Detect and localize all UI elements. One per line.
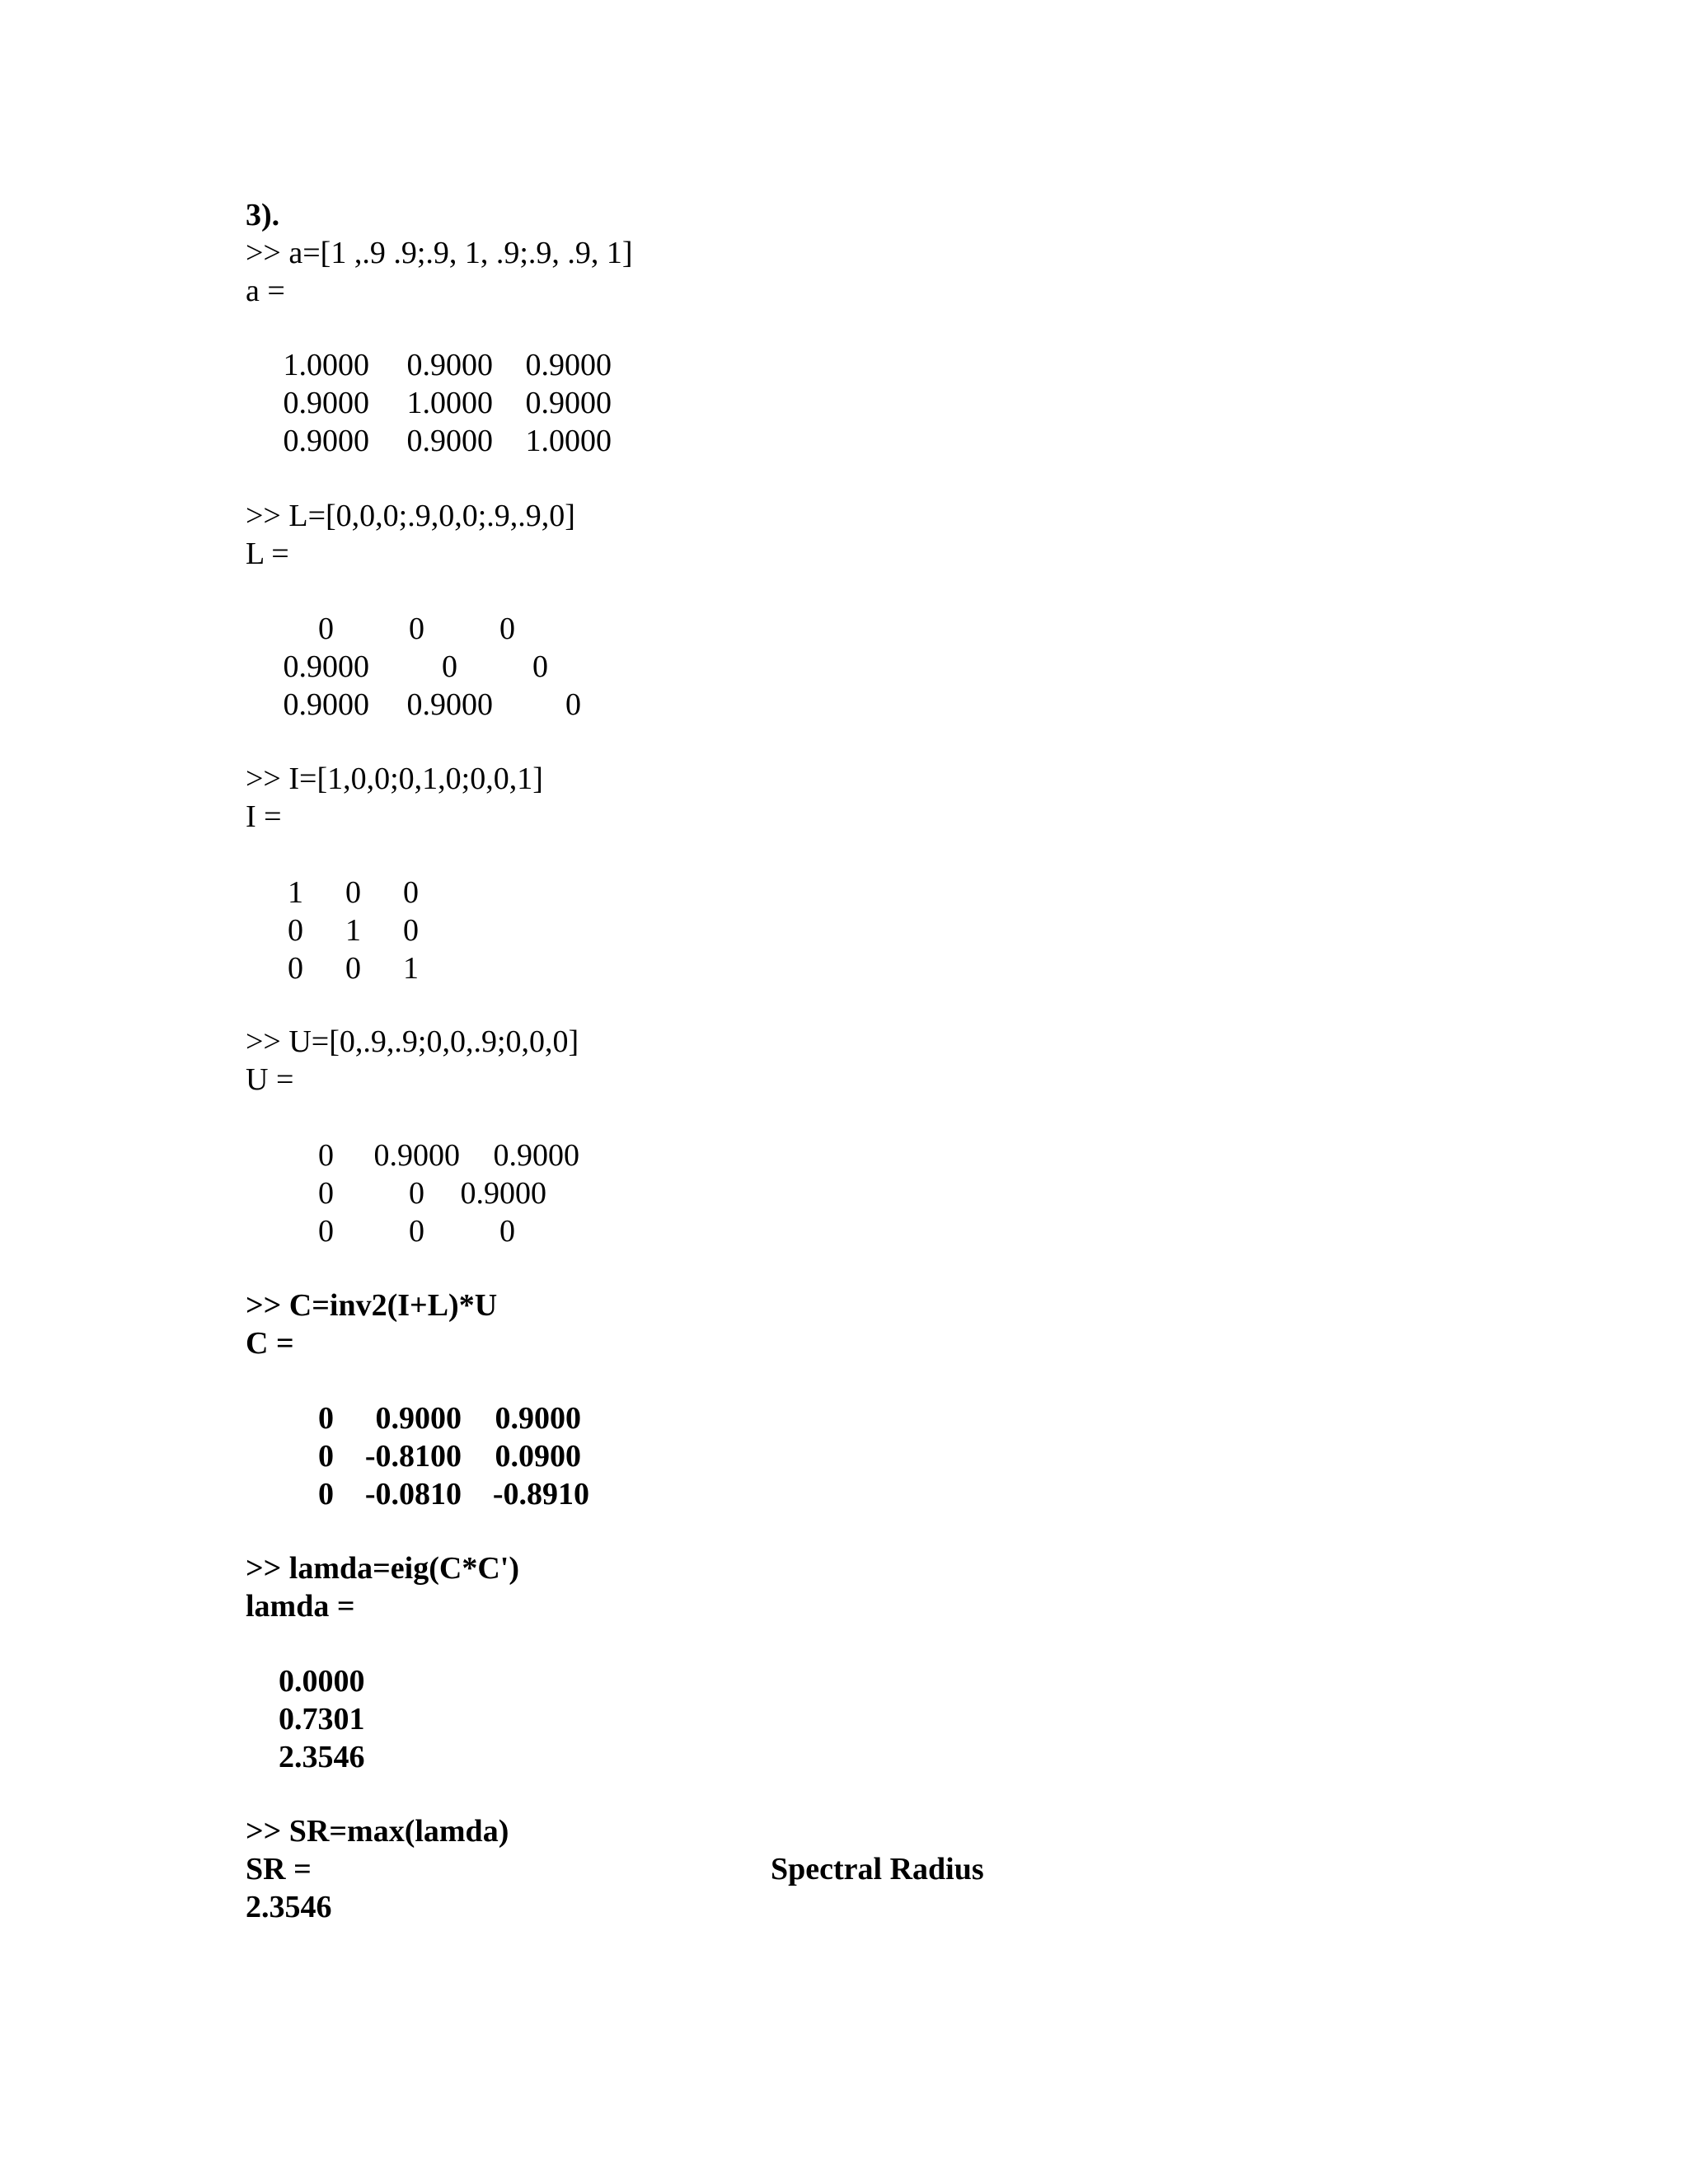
matrix-cell: 1.0000	[406, 386, 493, 420]
matrix-cell: 1	[403, 951, 419, 986]
matrix-cell: 0	[532, 649, 548, 684]
matrix-cell: 0.9000	[525, 348, 612, 382]
matrix-cell: 0.9000	[493, 1138, 579, 1173]
matrix-cell: 0.9000	[375, 1401, 462, 1436]
command-a: >> a=[1 ,.9 .9;.9, 1, .9;.9, .9, 1]	[246, 236, 633, 270]
matrix-cell: 0	[288, 913, 303, 948]
vector-value: 0.0000	[279, 1664, 365, 1699]
matrix-cell: -0.8100	[364, 1439, 462, 1474]
matrix-cell: 0	[442, 649, 457, 684]
matrix-cell: 0	[345, 875, 361, 910]
matrix-cell: 0	[345, 951, 361, 986]
result-label-a: a =	[246, 274, 285, 308]
result-label-C: C =	[246, 1326, 294, 1361]
matrix-cell: 0	[288, 951, 303, 986]
matrix-cell: 0.9000	[406, 687, 493, 722]
command-lamda: >> lamda=eig(C*C')	[246, 1551, 519, 1586]
command-U: >> U=[0,.9,.9;0,0,.9;0,0,0]	[246, 1024, 579, 1059]
result-label-lamda: lamda =	[246, 1589, 355, 1624]
matrix-cell: 0.9000	[283, 424, 369, 458]
matrix-cell: 0	[318, 1401, 334, 1436]
matrix-cell: 0	[409, 612, 424, 646]
result-label-SR: SR =	[246, 1852, 312, 1886]
matrix-cell: 0	[409, 1214, 424, 1249]
matrix-cell: 0.9000	[406, 348, 493, 382]
matrix-cell: 0.9000	[283, 687, 369, 722]
matrix-cell: 1	[345, 913, 361, 948]
result-label-U: U =	[246, 1062, 294, 1097]
matrix-cell: 0.9000	[283, 649, 369, 684]
matrix-cell: 0	[318, 612, 334, 646]
matrix-cell: 0.9000	[406, 424, 493, 458]
matrix-cell: 1	[288, 875, 303, 910]
spectral-radius-note: Spectral Radius	[771, 1852, 984, 1886]
matrix-cell: 0	[403, 913, 419, 948]
matrix-cell: 1.0000	[283, 348, 369, 382]
matrix-cell: 0	[565, 687, 581, 722]
vector-value: 2.3546	[279, 1740, 365, 1774]
matrix-cell: 0	[499, 1214, 515, 1249]
command-SR: >> SR=max(lamda)	[246, 1814, 509, 1849]
matrix-cell: 0	[318, 1439, 334, 1474]
matrix-cell: 0	[318, 1176, 334, 1211]
matrix-cell: 0	[318, 1477, 334, 1511]
command-I: >> I=[1,0,0;0,1,0;0,0,1]	[246, 762, 543, 796]
matrix-cell: -0.0810	[364, 1477, 462, 1511]
vector-value: 0.7301	[279, 1702, 365, 1736]
matrix-cell: 0.9000	[495, 1401, 581, 1436]
matrix-cell: 0.0900	[495, 1439, 581, 1474]
matrix-cell: -0.8910	[492, 1477, 589, 1511]
matrix-cell: 0	[318, 1138, 334, 1173]
matrix-cell: 0.9000	[525, 386, 612, 420]
result-label-L: L =	[246, 537, 289, 571]
section-label: 3).	[246, 198, 280, 232]
matrix-cell: 0	[318, 1214, 334, 1249]
matrix-cell: 0	[403, 875, 419, 910]
command-C: >> C=inv2(I+L)*U	[246, 1288, 498, 1323]
result-label-I: I =	[246, 799, 282, 834]
matrix-cell: 0	[499, 612, 515, 646]
matrix-cell: 0.9000	[460, 1176, 546, 1211]
matrix-cell: 1.0000	[525, 424, 612, 458]
matrix-cell: 0.9000	[373, 1138, 460, 1173]
command-L: >> L=[0,0,0;.9,0,0;.9,.9,0]	[246, 499, 575, 533]
matrix-cell: 0.9000	[283, 386, 369, 420]
result-value-SR: 2.3546	[246, 1890, 332, 1924]
matrix-cell: 0	[409, 1176, 424, 1211]
